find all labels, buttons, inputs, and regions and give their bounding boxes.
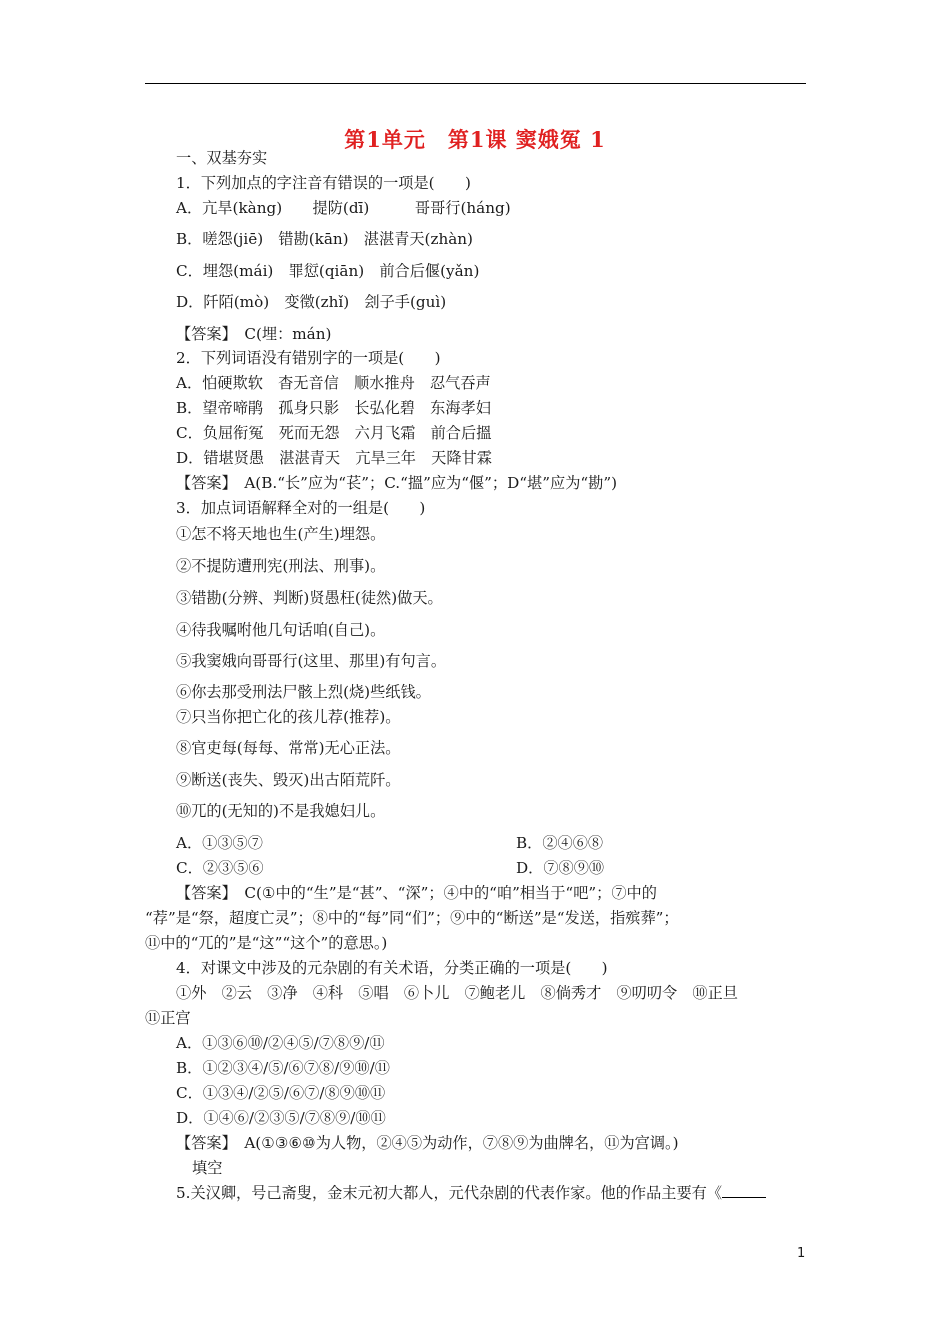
q4-answer: 【答案】 A(①③⑥⑩为人物，②④⑤为动作，⑦⑧⑨为曲牌名，⑪为宫调。) xyxy=(176,1134,679,1152)
q3-option-d: D．⑦⑧⑨⑩ xyxy=(516,859,605,877)
q2-option-b: B．望帝啼鹃 孤身只影 长弘化碧 东海孝妇 xyxy=(176,399,491,417)
question-1: 1．下列加点的字注音有错误的一项是( ) xyxy=(176,174,471,192)
q1-option-c: C．埋怨(mái) 罪愆(qiān) 前合后偃(yǎn) xyxy=(176,262,480,280)
q4-option-c: C．①③④/②⑤/⑥⑦/⑧⑨⑩⑪ xyxy=(176,1084,386,1102)
q3-item-9: ⑨断送(丧失、毁灭)出古陌荒阡。 xyxy=(176,771,401,789)
q1-answer: 【答案】 C(埋：mán) xyxy=(176,325,332,343)
q3-item-10: ⑩兀的(无知的)不是我媳妇儿。 xyxy=(176,802,386,820)
q3-item-2: ②不提防遭刑宪(刑法、刑事)。 xyxy=(176,557,386,575)
section-heading: 一、双基夯实 xyxy=(176,149,268,167)
q1-option-b: B．嗟怨(jiē) 错勘(kān) 湛湛青天(zhàn) xyxy=(176,230,473,248)
q4-terms: ①外 ②云 ③净 ④科 ⑤唱 ⑥卜儿 ⑦鲍老儿 ⑧倘秀才 ⑨叨叨令 ⑩正旦 xyxy=(176,984,738,1002)
q4-terms-cont: ⑪正宫 xyxy=(145,1009,191,1027)
q3-answer-line-1: 【答案】 C(①中的“生”是“甚”、“深”；④中的“咱”相当于“吧”；⑦中的 xyxy=(176,884,657,902)
q2-option-c: C．负屈衔冤 死而无怨 六月飞霜 前合后搵 xyxy=(176,424,492,442)
q3-option-a: A．①③⑤⑦ xyxy=(176,834,263,852)
question-5 xyxy=(176,1183,766,1203)
q3-item-4: ④待我嘱咐他几句话咱(自己)。 xyxy=(176,621,386,639)
q3-item-8: ⑧官吏每(每每、常常)无心正法。 xyxy=(176,739,401,757)
q3-item-1: ①怎不将天地也生(产生)埋怨。 xyxy=(176,525,386,543)
answer-blank xyxy=(722,1183,766,1198)
q3-answer-line-3: ⑪中的“兀的”是“这”“这个”的意思。) xyxy=(145,934,388,952)
section-fill-blank: 填空 xyxy=(192,1159,223,1177)
q2-option-d: D．错堪贤愚 湛湛青天 亢旱三年 天降甘霖 xyxy=(176,449,492,467)
q3-item-3: ③错勘(分辨、判断)贤愚枉(徒然)做天。 xyxy=(176,589,443,607)
header-rule xyxy=(145,83,806,84)
q3-option-b: B．②④⑥⑧ xyxy=(516,834,604,852)
q1-option-a: A．亢旱(kàng) 提防(dī) 哥哥行(háng) xyxy=(176,199,511,217)
q4-option-b: B．①②③④/⑤/⑥⑦⑧/⑨⑩/⑪ xyxy=(176,1059,390,1077)
q1-option-d: D．阡陌(mò) 变徵(zhǐ) 刽子手(guì) xyxy=(176,293,447,311)
q3-answer-line-2: “荐”是“祭，超度亡灵”；⑧中的“每”同“们”；⑨中的“断送”是“发送，指殡葬”； xyxy=(145,909,679,927)
q2-answer: 【答案】 A(B.“长”应为“苌”；C.“搵”应为“偃”；D“堪”应为“勘”) xyxy=(176,474,618,492)
question-2: 2．下列词语没有错别字的一项是( ) xyxy=(176,349,441,367)
q3-item-6: ⑥你去那受刑法尸骸上烈(烧)些纸钱。 xyxy=(176,683,431,701)
q4-option-d: D．①④⑥/②③⑤/⑦⑧⑨/⑩⑪ xyxy=(176,1109,386,1127)
page-title: 第1单元 第1课 窦娥冤 1 xyxy=(344,127,606,152)
q2-option-a: A．怕硬欺软 杳无音信 顺水推舟 忍气吞声 xyxy=(176,374,491,392)
question-3: 3．加点词语解释全对的一组是( ) xyxy=(176,499,426,517)
question-5-text: 5.关汉卿，号己斋叟，金末元初大都人，元代杂剧的代表作家。他的作品主要有《 xyxy=(176,1184,723,1202)
q3-option-c: C．②③⑤⑥ xyxy=(176,859,264,877)
question-4: 4．对课文中涉及的元杂剧的有关术语，分类正确的一项是( ) xyxy=(176,959,608,977)
page-number: 1 xyxy=(797,1246,806,1261)
q4-option-a: A．①③⑥⑩/②④⑤/⑦⑧⑨/⑪ xyxy=(176,1034,385,1052)
q3-item-7: ⑦只当你把亡化的孩儿荐(推荐)。 xyxy=(176,708,401,726)
q3-item-5: ⑤我窦娥向哥哥行(这里、那里)有句言。 xyxy=(176,652,447,670)
